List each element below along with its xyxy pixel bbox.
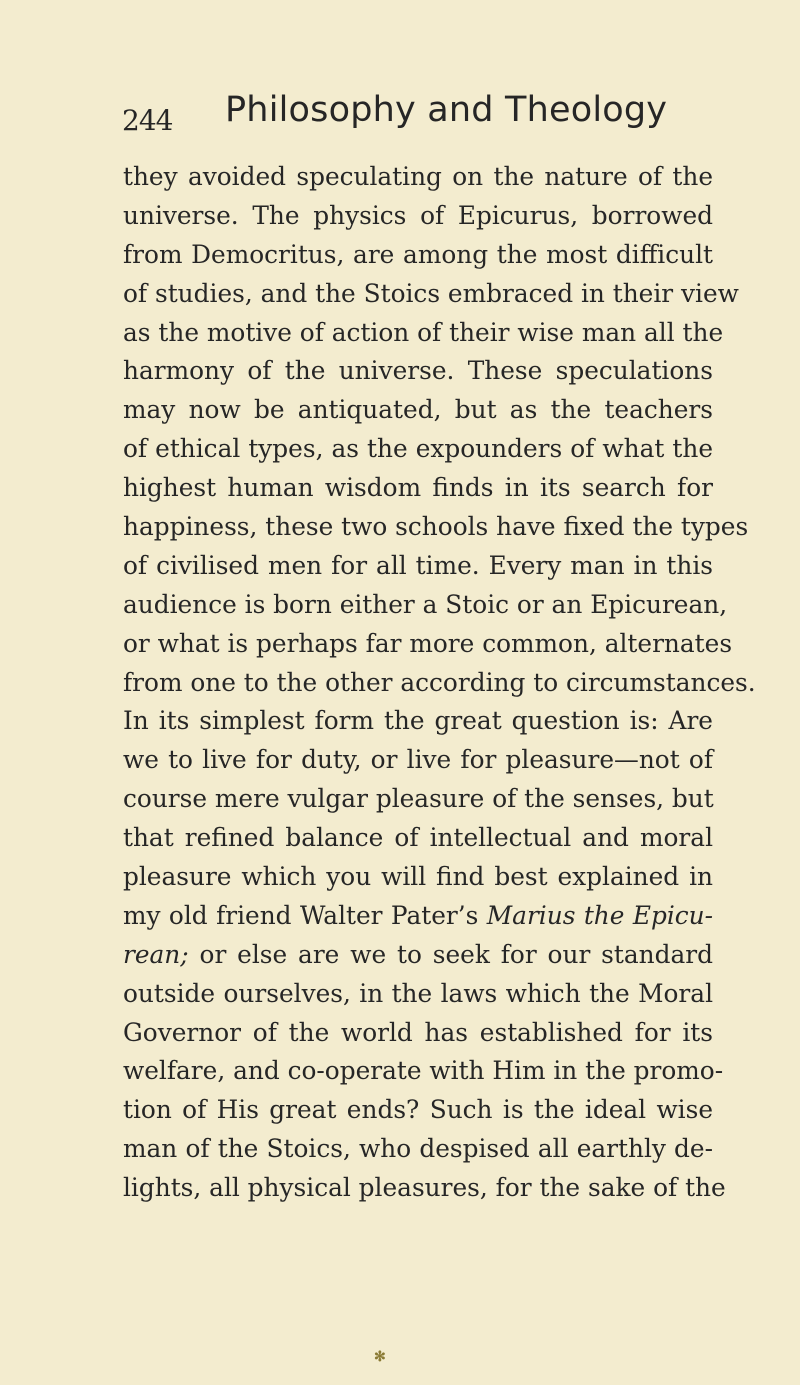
- book-title-italic-continued: rean;: [123, 939, 189, 969]
- text-line-24: welfare, and co-operate with Him in the promo-: [123, 1056, 724, 1086]
- text-line-7: may now be antiquated, but as the teachers: [123, 395, 713, 425]
- text-line-3: from Democritus, are among the most difficult: [123, 239, 713, 269]
- text-line-26: man of the Stoics, who despised all earthly de-: [123, 1134, 713, 1164]
- text-line-1: they avoided speculating on the nature of the: [123, 162, 713, 191]
- printer-signature-mark: ✻: [374, 1349, 386, 1365]
- text-line-9: highest human wisdom finds in its search for: [123, 473, 713, 503]
- text-line-14: from one to the other according to circumstances.: [123, 667, 756, 697]
- body-text: [123, 158, 756, 1208]
- text-line-20-roman: my old friend Walter Pater’s: [123, 900, 479, 930]
- text-line-19: pleasure which you will find best explained in: [123, 862, 713, 892]
- text-line-27: lights, all physical pleasures, for the sake of the: [123, 1173, 726, 1203]
- running-title: Philosophy and Theology: [225, 90, 668, 130]
- text-line-16: we to live for duty, or live for pleasure—not of: [123, 745, 713, 775]
- text-line-10: happiness, these two schools have fixed the types: [123, 512, 749, 542]
- book-title-italic: Marius the Epicu-: [486, 900, 714, 930]
- page-number: 244: [122, 104, 173, 137]
- text-line-21-roman: or else are we to seek for our standard: [199, 939, 713, 969]
- text-line-22: outside ourselves, in the laws which the Moral: [123, 978, 713, 1008]
- text-line-8: of ethical types, as the expounders of what the: [123, 434, 713, 464]
- text-line-2: universe. The physics of Epicurus, borrowed: [123, 200, 713, 230]
- text-line-20: [123, 897, 713, 936]
- text-line-12: audience is born either a Stoic or an Epicurean,: [123, 589, 728, 619]
- text-line-4: of studies, and the Stoics embraced in their view: [123, 278, 739, 308]
- text-line-13: or what is perhaps far more common, alternates: [123, 628, 733, 658]
- text-line-21: [123, 936, 713, 975]
- text-line-15: In its simplest form the great question is: Are: [123, 706, 713, 736]
- text-line-11: of civilised men for all time. Every man in this: [123, 550, 713, 580]
- text-line-17: course mere vulgar pleasure of the senses, but: [123, 784, 714, 814]
- text-line-18: that refined balance of intellectual and moral: [123, 823, 713, 853]
- text-line-25: tion of His great ends? Such is the ideal wise: [123, 1095, 713, 1125]
- text-line-5: as the motive of action of their wise man all the: [123, 317, 724, 347]
- text-line-23: Governor of the world has established for its: [123, 1017, 713, 1047]
- text-line-6: harmony of the universe. These speculations: [123, 356, 713, 386]
